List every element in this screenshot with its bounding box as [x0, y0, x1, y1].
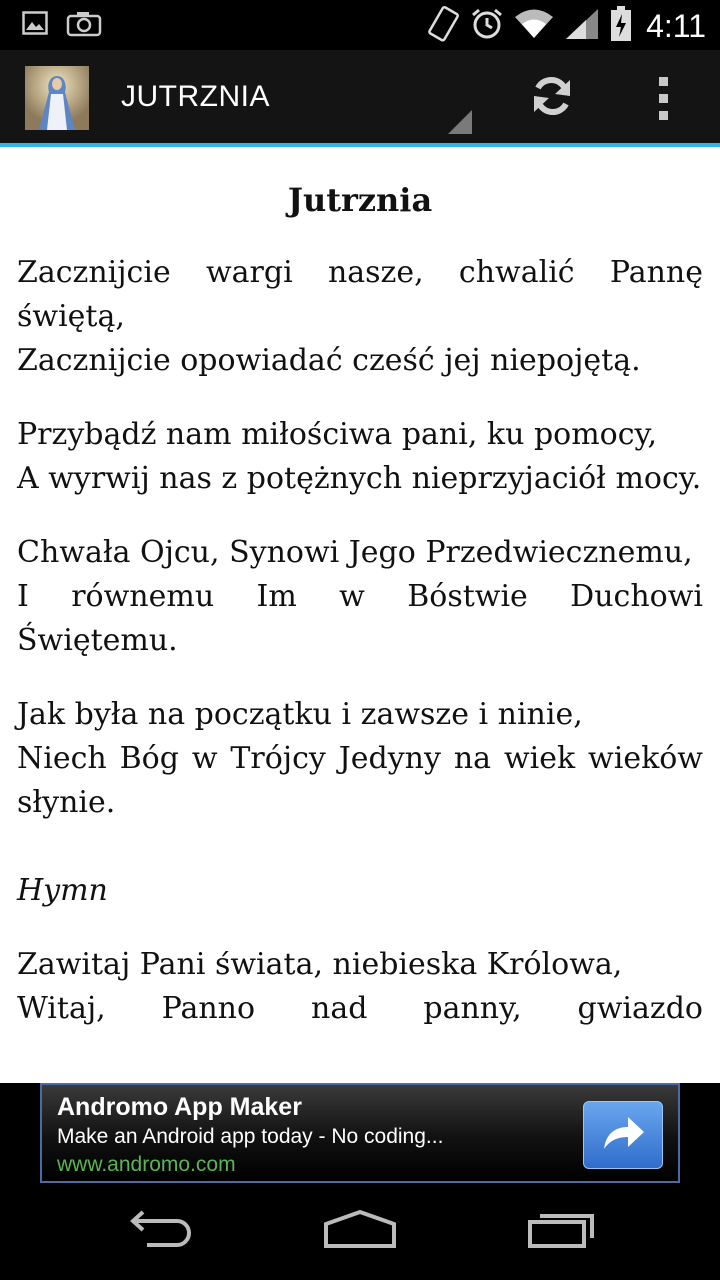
- ad-open-button[interactable]: [583, 1101, 663, 1169]
- ad-subtitle: Make an Android app today - No coding...: [57, 1125, 444, 1148]
- overflow-dot: [659, 94, 668, 103]
- overflow-dot: [659, 111, 668, 120]
- document-title: Jutrznia: [287, 181, 433, 219]
- camera-icon: [66, 11, 102, 42]
- verse-line: I równemu Im w Bóstwie Duchowi Świętemu.: [17, 579, 703, 658]
- verse-line: Zawitaj Pani świata, niebieska Królowa,: [17, 947, 623, 982]
- verse-line: Jak była na początku i zawsze i ninie,: [17, 697, 583, 732]
- battery-icon: [610, 6, 632, 47]
- overflow-dot: [659, 77, 668, 86]
- madonna-icon[interactable]: [25, 66, 89, 130]
- ad-banner[interactable]: [40, 1083, 680, 1183]
- verse-line: Zacznijcie opowiadać cześć jej niepojętą.: [17, 343, 641, 378]
- stanza: [17, 251, 703, 383]
- action-bar: [0, 50, 720, 143]
- rotate-icon: [428, 5, 460, 48]
- verse-line: Niech Bóg w Trójcy Jedyny na wiek wieków słynie.: [17, 741, 703, 820]
- wifi-icon: [514, 8, 554, 45]
- verse-line: Witaj, Panno nad panny, gwiazdo: [17, 991, 703, 1026]
- spinner-indicator[interactable]: [448, 110, 472, 134]
- content-scroll-view[interactable]: [0, 147, 720, 1083]
- home-icon: [322, 1208, 398, 1255]
- stanza: [17, 943, 703, 1031]
- ad-url: www.andromo.com: [57, 1153, 236, 1176]
- recent-apps-button[interactable]: [522, 1206, 602, 1256]
- ad-title: Andromo App Maker: [57, 1093, 302, 1121]
- hymn-heading: Hymn: [17, 873, 108, 908]
- stanza: [17, 693, 703, 825]
- verse-line: A wyrwij nas z potężnych nieprzyjaciół mocy.: [17, 461, 702, 496]
- signal-icon: [564, 7, 600, 46]
- clock: 4:11: [646, 8, 706, 44]
- navigation-bar: [0, 1184, 720, 1280]
- stanza: [17, 413, 703, 501]
- overflow-menu-button[interactable]: [640, 68, 686, 128]
- back-icon: [125, 1209, 195, 1254]
- back-button[interactable]: [120, 1206, 200, 1256]
- home-button[interactable]: [320, 1206, 400, 1256]
- share-arrow-icon: [600, 1113, 646, 1158]
- stanza: [17, 531, 703, 663]
- status-bar: [0, 0, 720, 50]
- image-icon: [22, 11, 48, 42]
- alarm-icon: [470, 7, 504, 46]
- refresh-icon: [528, 72, 576, 125]
- document-body: [17, 177, 703, 1061]
- recent-apps-icon: [526, 1208, 598, 1255]
- ad-area: [0, 1083, 720, 1184]
- verse-line: Chwała Ojcu, Synowi Jego Przedwiecznemu,: [17, 535, 693, 570]
- refresh-button[interactable]: [522, 68, 582, 128]
- verse-line: Zacznijcie wargi nasze, chwalić Pannę świętą,: [17, 255, 703, 334]
- verse-line: Przybądź nam miłościwa pani, ku pomocy,: [17, 417, 658, 452]
- page-title: JUTRZNIA: [121, 80, 270, 113]
